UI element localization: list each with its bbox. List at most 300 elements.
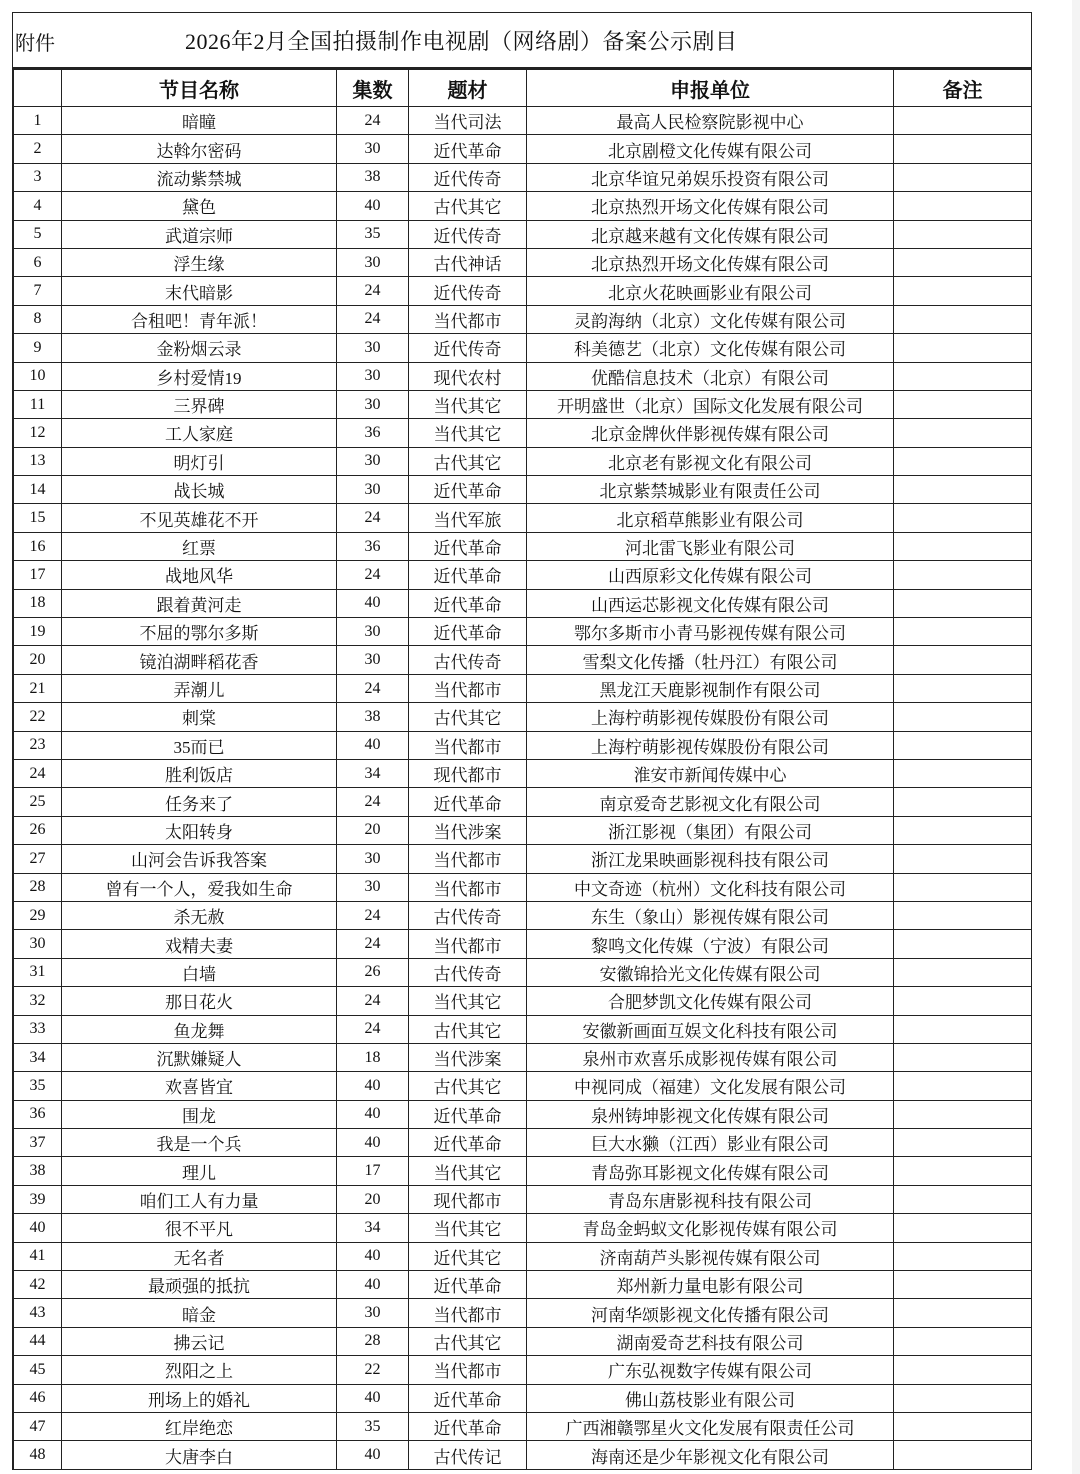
producer: 合肥梦凯文化传媒有限公司: [527, 987, 894, 1015]
table-row: [14, 618, 1032, 646]
producer: 山西运芯影视文化传媒有限公司: [527, 589, 894, 617]
genre: 近代革命: [409, 561, 527, 589]
episode-count: 24: [337, 107, 409, 135]
drama-title: 35而已: [62, 731, 337, 759]
genre: 当代都市: [409, 305, 527, 333]
episode-count: 24: [337, 504, 409, 532]
drama-title: 达斡尔密码: [62, 135, 337, 163]
scrollbar[interactable]: [1072, 0, 1080, 1474]
title-row: [13, 13, 1031, 69]
table-row: [14, 1356, 1032, 1384]
episode-count: 34: [337, 759, 409, 787]
table-row: [14, 1271, 1032, 1299]
row-index: 2: [14, 135, 62, 163]
table-row: [14, 1327, 1032, 1355]
remarks: [894, 1441, 1032, 1469]
producer: 灵韵海纳（北京）文化传媒有限公司: [527, 305, 894, 333]
drama-title: 暗金: [62, 1299, 337, 1327]
row-index: 17: [14, 561, 62, 589]
episode-count: 30: [337, 873, 409, 901]
document-sheet: [12, 12, 1032, 1470]
genre: 当代都市: [409, 674, 527, 702]
row-index: 18: [14, 589, 62, 617]
drama-title: 工人家庭: [62, 419, 337, 447]
remarks: [894, 788, 1032, 816]
episode-count: 30: [337, 845, 409, 873]
row-index: 45: [14, 1356, 62, 1384]
episode-count: 40: [337, 1100, 409, 1128]
remarks: [894, 731, 1032, 759]
drama-title: 最顽强的抵抗: [62, 1271, 337, 1299]
episode-count: 40: [337, 1271, 409, 1299]
episode-count: 34: [337, 1214, 409, 1242]
producer: 广西湘赣鄂星火文化发展有限责任公司: [527, 1412, 894, 1440]
drama-title: 战地风华: [62, 561, 337, 589]
drama-title: 不见英雄花不开: [62, 504, 337, 532]
table-row: [14, 1441, 1032, 1469]
episode-count: 40: [337, 1384, 409, 1412]
row-index: 44: [14, 1327, 62, 1355]
document-title: 2026年2月全国拍摄制作电视剧（网络剧）备案公示剧目: [185, 29, 738, 54]
episode-count: 18: [337, 1043, 409, 1071]
table-row: [14, 1072, 1032, 1100]
col-header-producer: 申报单位: [527, 70, 894, 107]
drama-title: 理儿: [62, 1157, 337, 1185]
row-index: 8: [14, 305, 62, 333]
remarks: [894, 1072, 1032, 1100]
table-row: [14, 390, 1032, 418]
remarks: [894, 1242, 1032, 1270]
producer: 北京老有影视文化有限公司: [527, 447, 894, 475]
table-row: [14, 1384, 1032, 1412]
episode-count: 24: [337, 788, 409, 816]
producer: 泉州铸坤影视文化传媒有限公司: [527, 1100, 894, 1128]
genre: 古代传奇: [409, 646, 527, 674]
episode-count: 40: [337, 1242, 409, 1270]
genre: 当代都市: [409, 1356, 527, 1384]
genre: 当代都市: [409, 930, 527, 958]
row-index: 6: [14, 248, 62, 276]
table-row: [14, 816, 1032, 844]
row-index: 7: [14, 277, 62, 305]
episode-count: 24: [337, 930, 409, 958]
producer: 河北雷飞影业有限公司: [527, 532, 894, 560]
row-index: 30: [14, 930, 62, 958]
producer: 济南葫芦头影视传媒有限公司: [527, 1242, 894, 1270]
episode-count: 30: [337, 135, 409, 163]
table-row: [14, 1412, 1032, 1440]
table-row: [14, 561, 1032, 589]
episode-count: 35: [337, 220, 409, 248]
genre: 近代革命: [409, 1129, 527, 1157]
episode-count: 30: [337, 447, 409, 475]
producer: 北京越来越有文化传媒有限公司: [527, 220, 894, 248]
genre: 近代传奇: [409, 220, 527, 248]
producer: 山西原彩文化传媒有限公司: [527, 561, 894, 589]
table-row: [14, 1242, 1032, 1270]
table-row: [14, 731, 1032, 759]
genre: 近代革命: [409, 1412, 527, 1440]
table-row: [14, 107, 1032, 135]
producer: 开明盛世（北京）国际文化发展有限公司: [527, 390, 894, 418]
genre: 当代其它: [409, 1214, 527, 1242]
genre: 当代其它: [409, 987, 527, 1015]
producer: 上海柠萌影视传媒股份有限公司: [527, 731, 894, 759]
row-index: 10: [14, 362, 62, 390]
remarks: [894, 390, 1032, 418]
remarks: [894, 277, 1032, 305]
row-index: 31: [14, 958, 62, 986]
row-index: 24: [14, 759, 62, 787]
table-row: [14, 1129, 1032, 1157]
episode-count: 24: [337, 561, 409, 589]
table-body: [14, 107, 1032, 1470]
row-index: 29: [14, 901, 62, 929]
episode-count: 17: [337, 1157, 409, 1185]
remarks: [894, 1129, 1032, 1157]
genre: 近代革命: [409, 532, 527, 560]
table-row: [14, 419, 1032, 447]
drama-title: 沉默嫌疑人: [62, 1043, 337, 1071]
col-header-genre: 题材: [409, 70, 527, 107]
drama-title: 乡村爱情19: [62, 362, 337, 390]
genre: 近代革命: [409, 788, 527, 816]
remarks: [894, 419, 1032, 447]
producer: 雪梨文化传播（牡丹江）有限公司: [527, 646, 894, 674]
producer: 南京爱奇艺影视文化有限公司: [527, 788, 894, 816]
genre: 当代都市: [409, 873, 527, 901]
genre: 古代神话: [409, 248, 527, 276]
episode-count: 40: [337, 192, 409, 220]
table-row: [14, 163, 1032, 191]
remarks: [894, 618, 1032, 646]
row-index: 9: [14, 334, 62, 362]
producer: 鄂尔多斯市小青马影视传媒有限公司: [527, 618, 894, 646]
remarks: [894, 987, 1032, 1015]
drama-title: 黛色: [62, 192, 337, 220]
drama-title: 末代暗影: [62, 277, 337, 305]
genre: 近代传奇: [409, 163, 527, 191]
remarks: [894, 107, 1032, 135]
producer: 黑龙江天鹿影视制作有限公司: [527, 674, 894, 702]
producer: 中视同成（福建）文化发展有限公司: [527, 1072, 894, 1100]
genre: 近代革命: [409, 1384, 527, 1412]
episode-count: 24: [337, 1015, 409, 1043]
episode-count: 26: [337, 958, 409, 986]
table-row: [14, 476, 1032, 504]
table-row: [14, 930, 1032, 958]
producer: 东生（象山）影视传媒有限公司: [527, 901, 894, 929]
drama-title: 金粉烟云录: [62, 334, 337, 362]
row-index: 47: [14, 1412, 62, 1440]
drama-title: 无名者: [62, 1242, 337, 1270]
remarks: [894, 334, 1032, 362]
remarks: [894, 674, 1032, 702]
row-index: 3: [14, 163, 62, 191]
producer: 安徽锦拾光文化传媒有限公司: [527, 958, 894, 986]
remarks: [894, 135, 1032, 163]
drama-title: 欢喜皆宜: [62, 1072, 337, 1100]
drama-title: 跟着黄河走: [62, 589, 337, 617]
table-row: [14, 220, 1032, 248]
remarks: [894, 248, 1032, 276]
episode-count: 22: [337, 1356, 409, 1384]
remarks: [894, 1100, 1032, 1128]
table-row: [14, 1157, 1032, 1185]
episode-count: 30: [337, 476, 409, 504]
row-index: 11: [14, 390, 62, 418]
drama-title: 曾有一个人，爱我如生命: [62, 873, 337, 901]
episode-count: 30: [337, 646, 409, 674]
producer: 安徽新画面互娱文化科技有限公司: [527, 1015, 894, 1043]
episode-count: 30: [337, 618, 409, 646]
genre: 近代革命: [409, 1100, 527, 1128]
table-row: [14, 1015, 1032, 1043]
row-index: 34: [14, 1043, 62, 1071]
drama-title: 很不平凡: [62, 1214, 337, 1242]
episode-count: 24: [337, 901, 409, 929]
table-row: [14, 788, 1032, 816]
genre: 当代其它: [409, 390, 527, 418]
drama-title: 三界碑: [62, 390, 337, 418]
episode-count: 36: [337, 419, 409, 447]
drama-title: 胜利饭店: [62, 759, 337, 787]
table-row: [14, 646, 1032, 674]
drama-title: 刺棠: [62, 703, 337, 731]
producer: 青岛弥耳影视文化传媒有限公司: [527, 1157, 894, 1185]
remarks: [894, 873, 1032, 901]
episode-count: 38: [337, 703, 409, 731]
row-index: 41: [14, 1242, 62, 1270]
drama-title: 烈阳之上: [62, 1356, 337, 1384]
genre: 当代涉案: [409, 816, 527, 844]
table-row: [14, 362, 1032, 390]
episode-count: 30: [337, 248, 409, 276]
col-header-title: 节目名称: [62, 70, 337, 107]
row-index: 32: [14, 987, 62, 1015]
genre: 当代其它: [409, 1157, 527, 1185]
producer: 最高人民检察院影视中心: [527, 107, 894, 135]
drama-title: 鱼龙舞: [62, 1015, 337, 1043]
drama-title: 大唐李白: [62, 1441, 337, 1469]
row-index: 46: [14, 1384, 62, 1412]
col-header-remarks: 备注: [894, 70, 1032, 107]
remarks: [894, 930, 1032, 958]
drama-title: 暗瞳: [62, 107, 337, 135]
remarks: [894, 1327, 1032, 1355]
table-row: [14, 504, 1032, 532]
remarks: [894, 759, 1032, 787]
episode-count: 30: [337, 1299, 409, 1327]
drama-title: 山河会告诉我答案: [62, 845, 337, 873]
genre: 古代传奇: [409, 901, 527, 929]
remarks: [894, 192, 1032, 220]
remarks: [894, 1157, 1032, 1185]
drama-title: 任务来了: [62, 788, 337, 816]
row-index: 14: [14, 476, 62, 504]
genre: 近代其它: [409, 1242, 527, 1270]
genre: 当代其它: [409, 419, 527, 447]
drama-title: 战长城: [62, 476, 337, 504]
remarks: [894, 163, 1032, 191]
genre: 古代其它: [409, 1072, 527, 1100]
remarks: [894, 532, 1032, 560]
remarks: [894, 703, 1032, 731]
row-index: 39: [14, 1185, 62, 1213]
row-index: 16: [14, 532, 62, 560]
genre: 古代其它: [409, 703, 527, 731]
producer: 北京稻草熊影业有限公司: [527, 504, 894, 532]
producer: 北京热烈开场文化传媒有限公司: [527, 192, 894, 220]
episode-count: 30: [337, 362, 409, 390]
episode-count: 30: [337, 390, 409, 418]
genre: 现代都市: [409, 1185, 527, 1213]
row-index: 36: [14, 1100, 62, 1128]
remarks: [894, 1271, 1032, 1299]
table-row: [14, 1185, 1032, 1213]
row-index: 48: [14, 1441, 62, 1469]
producer: 北京热烈开场文化传媒有限公司: [527, 248, 894, 276]
genre: 近代革命: [409, 589, 527, 617]
remarks: [894, 504, 1032, 532]
table-row: [14, 192, 1032, 220]
episode-count: 30: [337, 334, 409, 362]
remarks: [894, 901, 1032, 929]
producer: 北京华谊兄弟娱乐投资有限公司: [527, 163, 894, 191]
producer: 河南华颂影视文化传播有限公司: [527, 1299, 894, 1327]
row-index: 15: [14, 504, 62, 532]
producer: 优酷信息技术（北京）有限公司: [527, 362, 894, 390]
row-index: 5: [14, 220, 62, 248]
drama-title: 弄潮儿: [62, 674, 337, 702]
row-index: 40: [14, 1214, 62, 1242]
producer: 浙江龙果映画影视科技有限公司: [527, 845, 894, 873]
producer: 广东弘视数字传媒有限公司: [527, 1356, 894, 1384]
table-row: [14, 1043, 1032, 1071]
remarks: [894, 561, 1032, 589]
drama-title: 围龙: [62, 1100, 337, 1128]
drama-title: 白墙: [62, 958, 337, 986]
remarks: [894, 845, 1032, 873]
drama-title: 合租吧！青年派！: [62, 305, 337, 333]
producer: 青岛东唐影视科技有限公司: [527, 1185, 894, 1213]
table-row: [14, 334, 1032, 362]
producer: 中文奇迹（杭州）文化科技有限公司: [527, 873, 894, 901]
table-row: [14, 845, 1032, 873]
genre: 当代都市: [409, 731, 527, 759]
episode-count: 20: [337, 816, 409, 844]
genre: 古代其它: [409, 1015, 527, 1043]
row-index: 4: [14, 192, 62, 220]
remarks: [894, 1043, 1032, 1071]
producer: 淮安市新闻传媒中心: [527, 759, 894, 787]
genre: 古代其它: [409, 1327, 527, 1355]
remarks: [894, 1185, 1032, 1213]
remarks: [894, 447, 1032, 475]
drama-title: 咱们工人有力量: [62, 1185, 337, 1213]
table-row: [14, 703, 1032, 731]
table-row: [14, 873, 1032, 901]
producer: 青岛金蚂蚁文化影视传媒有限公司: [527, 1214, 894, 1242]
genre: 现代农村: [409, 362, 527, 390]
drama-title: 明灯引: [62, 447, 337, 475]
episode-count: 35: [337, 1412, 409, 1440]
episode-count: 24: [337, 987, 409, 1015]
remarks: [894, 305, 1032, 333]
remarks: [894, 1015, 1032, 1043]
drama-title: 浮生缘: [62, 248, 337, 276]
table-row: [14, 1214, 1032, 1242]
drama-registration-table: [13, 69, 1032, 1470]
drama-title: 流动紫禁城: [62, 163, 337, 191]
table-row: [14, 532, 1032, 560]
producer: 郑州新力量电影有限公司: [527, 1271, 894, 1299]
table-row: [14, 987, 1032, 1015]
col-header-index: [14, 70, 62, 107]
episode-count: 36: [337, 532, 409, 560]
producer: 北京剧橙文化传媒有限公司: [527, 135, 894, 163]
table-row: [14, 674, 1032, 702]
drama-title: 刑场上的婚礼: [62, 1384, 337, 1412]
remarks: [894, 816, 1032, 844]
episode-count: 40: [337, 1441, 409, 1469]
producer: 泉州市欢喜乐成影视传媒有限公司: [527, 1043, 894, 1071]
row-index: 28: [14, 873, 62, 901]
genre: 当代涉案: [409, 1043, 527, 1071]
remarks: [894, 1412, 1032, 1440]
table-row: [14, 901, 1032, 929]
row-index: 13: [14, 447, 62, 475]
episode-count: 24: [337, 305, 409, 333]
genre: 当代军旅: [409, 504, 527, 532]
producer: 北京金牌伙伴影视传媒有限公司: [527, 419, 894, 447]
drama-title: 那日花火: [62, 987, 337, 1015]
episode-count: 24: [337, 277, 409, 305]
row-index: 12: [14, 419, 62, 447]
genre: 古代其它: [409, 447, 527, 475]
remarks: [894, 220, 1032, 248]
remarks: [894, 646, 1032, 674]
row-index: 38: [14, 1157, 62, 1185]
producer: 黎鸣文化传媒（宁波）有限公司: [527, 930, 894, 958]
table-row: [14, 277, 1032, 305]
episode-count: 38: [337, 163, 409, 191]
producer: 上海柠萌影视传媒股份有限公司: [527, 703, 894, 731]
drama-title: 太阳转身: [62, 816, 337, 844]
row-index: 23: [14, 731, 62, 759]
genre: 当代司法: [409, 107, 527, 135]
remarks: [894, 1384, 1032, 1412]
table-row: [14, 958, 1032, 986]
row-index: 27: [14, 845, 62, 873]
row-index: 43: [14, 1299, 62, 1327]
episode-count: 40: [337, 1129, 409, 1157]
table-row: [14, 305, 1032, 333]
row-index: 22: [14, 703, 62, 731]
table-row: [14, 1299, 1032, 1327]
remarks: [894, 958, 1032, 986]
remarks: [894, 476, 1032, 504]
remarks: [894, 362, 1032, 390]
episode-count: 40: [337, 1072, 409, 1100]
episode-count: 40: [337, 731, 409, 759]
genre: 古代其它: [409, 192, 527, 220]
row-index: 26: [14, 816, 62, 844]
producer: 科美德艺（北京）文化传媒有限公司: [527, 334, 894, 362]
episode-count: 24: [337, 674, 409, 702]
drama-title: 红岸绝恋: [62, 1412, 337, 1440]
episode-count: 40: [337, 589, 409, 617]
